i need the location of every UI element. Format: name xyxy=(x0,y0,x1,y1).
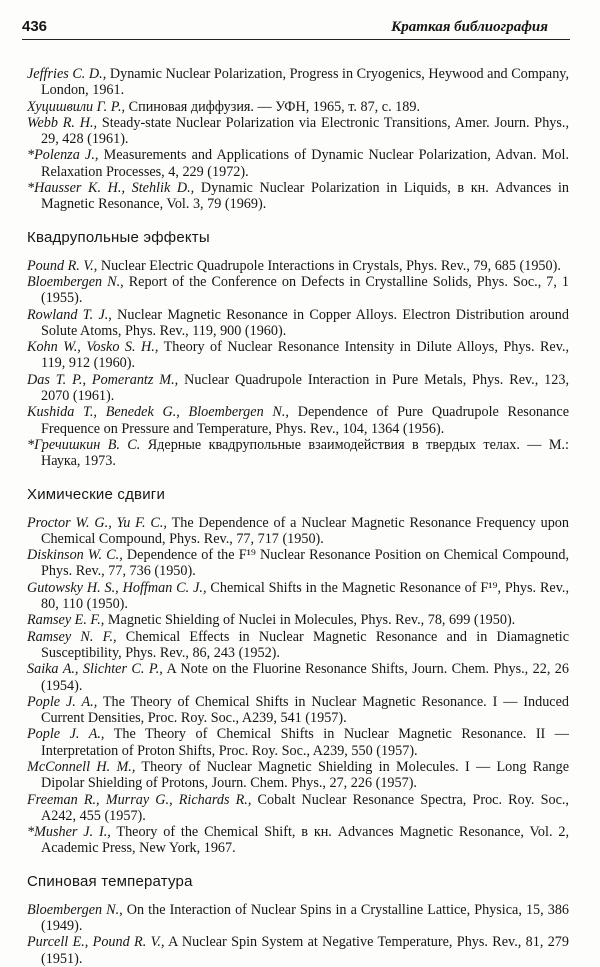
entry-author: Proctor W. G., Yu F. C., xyxy=(27,514,167,531)
entry-author: Diskinson W. C., xyxy=(27,547,123,564)
entry-text: Measurements and Applications of Dynamic Nuclear Polarization, Advan. Mol. Relaxation Processes, 4, 229 (1972). xyxy=(41,147,569,180)
bibliography-entry xyxy=(27,902,569,935)
entry-text: A Note on the Fluorine Resonance Shifts, Journ. Chem. Phys., 22, 26 (1954). xyxy=(41,661,569,694)
bibliography-entry xyxy=(27,726,569,759)
entry-text: Magnetic Shielding of Nuclei in Molecules, Phys. Rev., 78, 699 (1950). xyxy=(104,612,516,629)
bibliography-entry xyxy=(27,66,569,99)
bibliography-entry xyxy=(27,934,569,967)
bibliography-entry xyxy=(27,99,569,115)
bibliography-entry xyxy=(27,258,569,274)
entry-author: Freeman R., Murray G., Richards R., xyxy=(27,791,252,808)
bibliography-entry xyxy=(27,404,569,437)
entry-author: Bloembergen N., xyxy=(27,273,124,290)
entry-text: On the Interaction of Nuclear Spins in a Crystalline Lattice, Physica, 15, 386 (1949). xyxy=(41,901,570,935)
entry-text: Ядерные квадрупольные взаимодействия в твердых телах. — М.: Наука, 1973. xyxy=(41,436,569,470)
entry-author: Pople J. A., xyxy=(27,726,105,743)
entry-text: Nuclear Magnetic Resonance in Copper Alloys. Electron Distribution around Solute Atoms, Phys. Rev., 119, 900 (1960). xyxy=(41,306,569,339)
bibliography-entry xyxy=(27,759,569,792)
entry-author: Хуцишвили Г. Р., xyxy=(27,98,126,115)
entry-text: The Theory of Chemical Shifts in Nuclear Magnetic Resonance. I — Induced Current Densities, Proc. Roy. Soc., A239, 541 (1957). xyxy=(41,693,569,727)
entry-text: Chemical Effects in Nuclear Magnetic Resonance and in Diamagnetic Susceptibility, Phys. Rev., 86, 243 (1952). xyxy=(41,628,570,661)
bibliography-entry xyxy=(27,372,569,405)
bibliography-entry xyxy=(27,115,569,148)
entry-text: Theory of Nuclear Resonance Intensity in Dilute Alloys, Phys. Rev., 119, 912 (1960). xyxy=(41,339,569,372)
entry-text: Dependence of the F¹⁹ Nuclear Resonance Position on Chemical Compound, Phys. Rev., 77, 736 (1950). xyxy=(41,547,569,580)
entry-author: *Musher J. I., xyxy=(27,824,111,841)
entry-author: Pound R. V., xyxy=(27,257,98,274)
entry-text: Steady-state Nuclear Polarization via Electronic Transitions, Amer. Journ. Phys., 29, 428 (1961). xyxy=(41,114,569,148)
section-heading: Химические сдвиги xyxy=(27,485,166,503)
entry-text: Cobalt Nuclear Resonance Spectra, Proc. Roy. Soc., A242, 455 (1957). xyxy=(41,791,569,824)
entry-author: Ramsey E. F., xyxy=(27,612,105,629)
section-heading: Спиновая температура xyxy=(27,872,193,890)
bibliography-entry xyxy=(27,629,569,662)
entry-author: Pople J. A., xyxy=(27,693,98,710)
bibliography-entry xyxy=(27,147,569,180)
entry-author: *Гречишкин В. С. xyxy=(27,436,141,453)
entry-author: Purcell E., Pound R. V., xyxy=(27,934,165,951)
section-heading: Квадрупольные эффекты xyxy=(27,228,210,246)
entry-author: *Polenza J., xyxy=(27,147,99,164)
bibliography-entry xyxy=(27,274,569,307)
entry-author: Bloembergen N., xyxy=(27,901,123,918)
entry-author: Jeffries C. D., xyxy=(27,66,107,82)
bibliography-entry xyxy=(27,661,569,694)
bibliography-entry xyxy=(27,437,569,470)
bibliography-entry xyxy=(27,339,569,372)
entry-author: McConnell H. M., xyxy=(27,758,136,775)
bibliography-entry xyxy=(27,515,569,548)
bibliography-entry xyxy=(27,824,569,857)
entry-text: Theory of Nuclear Magnetic Shielding in Molecules. I — Long Range Dipolar Shielding of Protons, Journ. Chem. Phys., 27, 226 (1957). xyxy=(41,758,569,792)
entry-author: Rowland T. J., xyxy=(27,306,112,323)
entry-author: Kushida T., Benedek G., Bloembergen N., xyxy=(27,404,289,421)
page-number: 436 xyxy=(22,18,48,35)
entry-text: Dynamic Nuclear Polarization in Liquids, в кн. Advances in Magnetic Resonance, Vol. 3, 79 (1969). xyxy=(41,180,569,213)
bibliography-entry xyxy=(27,580,569,613)
entry-text: Спиновая диффузия. — УФН, 1965, т. 87, с. 189. xyxy=(125,98,420,115)
bibliography-entry xyxy=(27,792,569,825)
entry-text: The Theory of Chemical Shifts in Nuclear Magnetic Resonance. II — Interpretation of Proton Shifts, Proc. Roy. Soc., A239, 550 (1957). xyxy=(41,726,569,759)
entry-text: Dynamic Nuclear Polarization, Progress in Cryogenics, Heywood and Company, London, 1961. xyxy=(41,66,570,99)
entry-author: Webb R. H., xyxy=(27,114,98,131)
entry-author: *Hausser K. H., Stehlik D., xyxy=(27,180,195,197)
page-header xyxy=(22,18,570,40)
entry-author: Ramsey N. F., xyxy=(27,628,117,645)
bibliography-entry xyxy=(27,307,569,340)
entry-text: Nuclear Electric Quadrupole Interactions in Crystals, Phys. Rev., 79, 685 (1950). xyxy=(97,257,561,274)
bibliography-entry xyxy=(27,694,569,727)
entry-text: Dependence of Pure Quadrupole Resonance Frequence on Pressure and Temperature, Phys. Rev., 104, 1364 (1956). xyxy=(41,404,569,437)
running-title: Краткая библиография xyxy=(391,19,548,35)
entry-text: The Dependence of a Nuclear Magnetic Resonance Frequency upon Chemical Compound, Phys. Rev., 77, 717 (1950). xyxy=(41,514,569,547)
entry-author: Das T. P., Pomerantz M., xyxy=(27,371,179,388)
entry-text: A Nuclear Spin System at Negative Temperature, Phys. Rev., 81, 279 (1951). xyxy=(41,934,569,967)
bibliography-content xyxy=(27,66,569,967)
bibliography-entry xyxy=(27,180,569,213)
bibliography-entry xyxy=(27,547,569,580)
entry-text: Report of the Conference on Defects in Crystalline Solids, Phys. Soc., 7, 1 (1955). xyxy=(41,273,569,307)
entry-text: Theory of the Chemical Shift, в кн. Advances Magnetic Resonance, Vol. 2, Academic Press, New York, 1967. xyxy=(41,824,570,857)
entry-text: Chemical Shifts in the Magnetic Resonance of F¹⁹, Phys. Rev., 80, 110 (1950). xyxy=(41,579,569,613)
entry-author: Saika A., Slichter C. P., xyxy=(27,661,163,678)
entry-author: Gutowsky H. S., Hoffman C. J., xyxy=(27,579,207,596)
entry-text: Nuclear Quadrupole Interaction in Pure Metals, Phys. Rev., 123, 2070 (1961). xyxy=(41,371,569,405)
entry-author: Kohn W., Vosko S. H., xyxy=(27,339,159,356)
bibliography-entry xyxy=(27,612,569,628)
